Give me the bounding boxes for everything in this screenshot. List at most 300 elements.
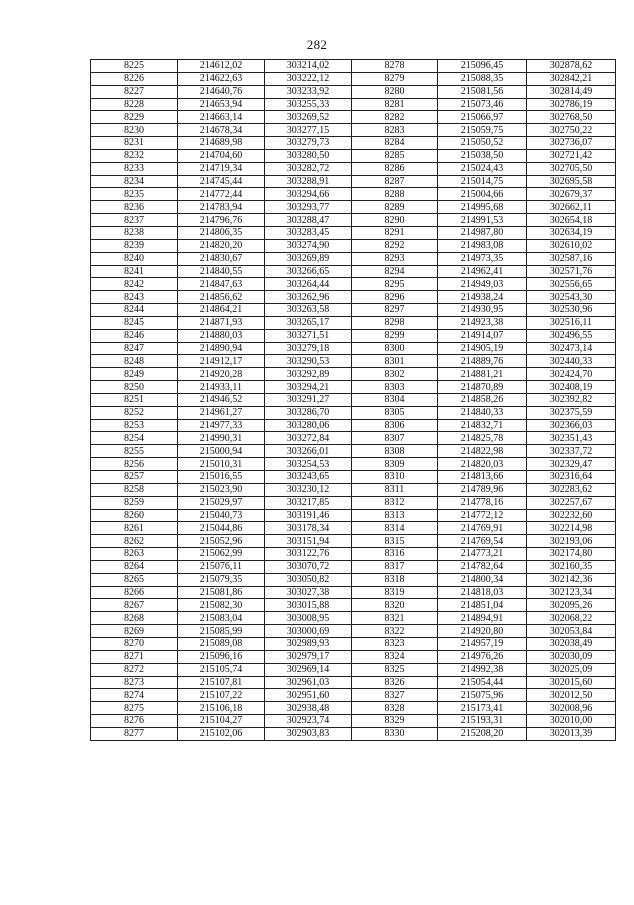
point-number-left: 8276	[91, 715, 178, 728]
x-coordinate-left: 214622,63	[178, 72, 265, 85]
point-number-left: 8237	[91, 214, 178, 227]
y-coordinate-right: 302142,36	[527, 573, 616, 586]
x-coordinate-right: 214858,26	[438, 393, 527, 406]
table-row	[91, 535, 616, 548]
point-number-right: 8318	[352, 573, 438, 586]
point-number-left: 8257	[91, 471, 178, 484]
table-row	[91, 458, 616, 471]
table-row	[91, 727, 616, 740]
y-coordinate-left: 302923,74	[265, 715, 352, 728]
point-number-left: 8249	[91, 368, 178, 381]
y-coordinate-left: 302969,14	[265, 663, 352, 676]
y-coordinate-left: 303291,27	[265, 393, 352, 406]
y-coordinate-right: 302008,96	[527, 702, 616, 715]
x-coordinate-left: 214920,28	[178, 368, 265, 381]
table-row	[91, 406, 616, 419]
point-number-right: 8283	[352, 124, 438, 137]
y-coordinate-left: 303243,65	[265, 471, 352, 484]
x-coordinate-right: 215081,56	[438, 85, 527, 98]
table-row	[91, 599, 616, 612]
y-coordinate-right: 302030,09	[527, 650, 616, 663]
point-number-left: 8246	[91, 329, 178, 342]
point-number-left: 8262	[91, 535, 178, 548]
x-coordinate-right: 214772,12	[438, 509, 527, 522]
point-number-right: 8287	[352, 175, 438, 188]
y-coordinate-left: 303290,53	[265, 355, 352, 368]
x-coordinate-right: 214825,78	[438, 432, 527, 445]
x-coordinate-right: 215208,20	[438, 727, 527, 740]
x-coordinate-left: 214890,94	[178, 342, 265, 355]
x-coordinate-right: 214930,95	[438, 304, 527, 317]
table-row	[91, 548, 616, 561]
y-coordinate-right: 302571,76	[527, 265, 616, 278]
table-row	[91, 509, 616, 522]
x-coordinate-left: 215000,94	[178, 445, 265, 458]
y-coordinate-left: 303122,76	[265, 548, 352, 561]
x-coordinate-right: 215088,35	[438, 72, 527, 85]
point-number-left: 8275	[91, 702, 178, 715]
table-row	[91, 162, 616, 175]
point-number-right: 8321	[352, 612, 438, 625]
table-row	[91, 663, 616, 676]
point-number-right: 8316	[352, 548, 438, 561]
point-number-left: 8266	[91, 586, 178, 599]
x-coordinate-right: 214976,26	[438, 650, 527, 663]
y-coordinate-right: 302768,50	[527, 111, 616, 124]
point-number-right: 8323	[352, 637, 438, 650]
table-row	[91, 278, 616, 291]
x-coordinate-right: 214920,80	[438, 625, 527, 638]
y-coordinate-right: 302750,22	[527, 124, 616, 137]
point-number-right: 8303	[352, 381, 438, 394]
y-coordinate-right: 302068,22	[527, 612, 616, 625]
x-coordinate-right: 215050,52	[438, 137, 527, 150]
point-number-left: 8271	[91, 650, 178, 663]
table-row	[91, 612, 616, 625]
y-coordinate-right: 302337,72	[527, 445, 616, 458]
point-number-left: 8261	[91, 522, 178, 535]
x-coordinate-right: 215004,66	[438, 188, 527, 201]
y-coordinate-left: 303288,91	[265, 175, 352, 188]
point-number-right: 8324	[352, 650, 438, 663]
y-coordinate-right: 302587,16	[527, 252, 616, 265]
table-row	[91, 85, 616, 98]
x-coordinate-left: 215106,18	[178, 702, 265, 715]
y-coordinate-left: 303269,89	[265, 252, 352, 265]
point-number-right: 8290	[352, 214, 438, 227]
x-coordinate-right: 214820,03	[438, 458, 527, 471]
y-coordinate-left: 303272,84	[265, 432, 352, 445]
point-number-left: 8227	[91, 85, 178, 98]
y-coordinate-left: 303293,77	[265, 201, 352, 214]
y-coordinate-right: 302705,50	[527, 162, 616, 175]
point-number-right: 8297	[352, 304, 438, 317]
y-coordinate-left: 302979,17	[265, 650, 352, 663]
y-coordinate-left: 303266,65	[265, 265, 352, 278]
x-coordinate-left: 215010,31	[178, 458, 265, 471]
point-number-right: 8320	[352, 599, 438, 612]
x-coordinate-left: 214840,55	[178, 265, 265, 278]
x-coordinate-right: 214769,91	[438, 522, 527, 535]
table-row	[91, 111, 616, 124]
x-coordinate-right: 214773,21	[438, 548, 527, 561]
x-coordinate-left: 214806,35	[178, 226, 265, 239]
point-number-left: 8274	[91, 689, 178, 702]
x-coordinate-right: 214789,96	[438, 483, 527, 496]
point-number-left: 8231	[91, 137, 178, 150]
page-number: 282	[306, 37, 328, 52]
point-number-right: 8304	[352, 393, 438, 406]
table-row	[91, 625, 616, 638]
x-coordinate-right: 214938,24	[438, 291, 527, 304]
y-coordinate-right: 302283,62	[527, 483, 616, 496]
y-coordinate-left: 303277,15	[265, 124, 352, 137]
point-number-right: 8289	[352, 201, 438, 214]
x-coordinate-right: 215059,75	[438, 124, 527, 137]
point-number-left: 8241	[91, 265, 178, 278]
point-number-left: 8251	[91, 393, 178, 406]
x-coordinate-left: 215089,08	[178, 637, 265, 650]
table-row	[91, 381, 616, 394]
table-row	[91, 252, 616, 265]
point-number-left: 8273	[91, 676, 178, 689]
table-row	[91, 445, 616, 458]
point-number-right: 8326	[352, 676, 438, 689]
point-number-left: 8268	[91, 612, 178, 625]
x-coordinate-left: 215016,55	[178, 471, 265, 484]
x-coordinate-right: 214973,35	[438, 252, 527, 265]
y-coordinate-left: 303263,58	[265, 304, 352, 317]
y-coordinate-right: 302496,55	[527, 329, 616, 342]
table-row	[91, 137, 616, 150]
point-number-right: 8280	[352, 85, 438, 98]
y-coordinate-left: 303280,06	[265, 419, 352, 432]
y-coordinate-left: 302938,48	[265, 702, 352, 715]
y-coordinate-left: 303274,90	[265, 239, 352, 252]
point-number-right: 8279	[352, 72, 438, 85]
x-coordinate-left: 214745,44	[178, 175, 265, 188]
x-coordinate-right: 214813,66	[438, 471, 527, 484]
x-coordinate-left: 215107,81	[178, 676, 265, 689]
x-coordinate-left: 214990,31	[178, 432, 265, 445]
x-coordinate-right: 214800,34	[438, 573, 527, 586]
point-number-left: 8244	[91, 304, 178, 317]
x-coordinate-left: 215105,74	[178, 663, 265, 676]
table-row	[91, 573, 616, 586]
x-coordinate-right: 215066,97	[438, 111, 527, 124]
y-coordinate-right: 302543,30	[527, 291, 616, 304]
y-coordinate-left: 303027,38	[265, 586, 352, 599]
y-coordinate-left: 303279,18	[265, 342, 352, 355]
point-number-left: 8252	[91, 406, 178, 419]
point-number-left: 8240	[91, 252, 178, 265]
table-row	[91, 560, 616, 573]
point-number-right: 8317	[352, 560, 438, 573]
point-number-right: 8328	[352, 702, 438, 715]
point-number-left: 8229	[91, 111, 178, 124]
x-coordinate-right: 214983,08	[438, 239, 527, 252]
point-number-right: 8285	[352, 149, 438, 162]
y-coordinate-left: 303233,92	[265, 85, 352, 98]
y-coordinate-right: 302654,18	[527, 214, 616, 227]
x-coordinate-left: 215052,96	[178, 535, 265, 548]
point-number-right: 8305	[352, 406, 438, 419]
x-coordinate-right: 215096,45	[438, 60, 527, 73]
table-row	[91, 650, 616, 663]
y-coordinate-left: 303288,47	[265, 214, 352, 227]
x-coordinate-left: 214719,34	[178, 162, 265, 175]
y-coordinate-right: 302010,00	[527, 715, 616, 728]
point-number-left: 8239	[91, 239, 178, 252]
table-row	[91, 689, 616, 702]
table-row	[91, 239, 616, 252]
point-number-left: 8228	[91, 98, 178, 111]
x-coordinate-right: 214995,68	[438, 201, 527, 214]
x-coordinate-right: 214957,19	[438, 637, 527, 650]
point-number-left: 8259	[91, 496, 178, 509]
x-coordinate-left: 215079,35	[178, 573, 265, 586]
x-coordinate-right: 214778,16	[438, 496, 527, 509]
table-row	[91, 201, 616, 214]
x-coordinate-right: 214822,98	[438, 445, 527, 458]
point-number-right: 8311	[352, 483, 438, 496]
x-coordinate-right: 214870,89	[438, 381, 527, 394]
x-coordinate-right: 215024,43	[438, 162, 527, 175]
y-coordinate-left: 303265,17	[265, 316, 352, 329]
y-coordinate-right: 302721,42	[527, 149, 616, 162]
y-coordinate-left: 303214,02	[265, 60, 352, 73]
y-coordinate-right: 302095,26	[527, 599, 616, 612]
x-coordinate-left: 214612,02	[178, 60, 265, 73]
x-coordinate-left: 215096,16	[178, 650, 265, 663]
y-coordinate-right: 302814,49	[527, 85, 616, 98]
y-coordinate-right: 302610,02	[527, 239, 616, 252]
point-number-left: 8242	[91, 278, 178, 291]
point-number-left: 8236	[91, 201, 178, 214]
x-coordinate-right: 215075,96	[438, 689, 527, 702]
x-coordinate-left: 215102,06	[178, 727, 265, 740]
point-number-right: 8322	[352, 625, 438, 638]
y-coordinate-left: 303286,70	[265, 406, 352, 419]
x-coordinate-left: 215081,86	[178, 586, 265, 599]
x-coordinate-right: 214818,03	[438, 586, 527, 599]
x-coordinate-left: 214689,98	[178, 137, 265, 150]
x-coordinate-right: 214840,33	[438, 406, 527, 419]
y-coordinate-left: 303294,21	[265, 381, 352, 394]
x-coordinate-right: 215014,75	[438, 175, 527, 188]
point-number-right: 8302	[352, 368, 438, 381]
x-coordinate-left: 215083,04	[178, 612, 265, 625]
x-coordinate-left: 215040,73	[178, 509, 265, 522]
table-row	[91, 496, 616, 509]
y-coordinate-left: 303282,72	[265, 162, 352, 175]
y-coordinate-right: 302015,60	[527, 676, 616, 689]
table-row	[91, 226, 616, 239]
y-coordinate-right: 302556,65	[527, 278, 616, 291]
y-coordinate-right: 302193,06	[527, 535, 616, 548]
x-coordinate-left: 214880,03	[178, 329, 265, 342]
x-coordinate-right: 214949,03	[438, 278, 527, 291]
y-coordinate-right: 302842,21	[527, 72, 616, 85]
x-coordinate-left: 214961,27	[178, 406, 265, 419]
y-coordinate-right: 302736,07	[527, 137, 616, 150]
x-coordinate-right: 214914,07	[438, 329, 527, 342]
y-coordinate-right: 302174,80	[527, 548, 616, 561]
y-coordinate-left: 303191,46	[265, 509, 352, 522]
point-number-right: 8310	[352, 471, 438, 484]
x-coordinate-right: 214889,76	[438, 355, 527, 368]
x-coordinate-right: 214782,64	[438, 560, 527, 573]
table-row	[91, 393, 616, 406]
x-coordinate-left: 215029,97	[178, 496, 265, 509]
point-number-right: 8313	[352, 509, 438, 522]
point-number-right: 8282	[352, 111, 438, 124]
table-row	[91, 214, 616, 227]
point-number-right: 8312	[352, 496, 438, 509]
x-coordinate-left: 214820,20	[178, 239, 265, 252]
point-number-left: 8234	[91, 175, 178, 188]
point-number-left: 8232	[91, 149, 178, 162]
y-coordinate-right: 302053,84	[527, 625, 616, 638]
x-coordinate-right: 215193,31	[438, 715, 527, 728]
table-row	[91, 316, 616, 329]
point-number-right: 8294	[352, 265, 438, 278]
point-number-left: 8247	[91, 342, 178, 355]
point-number-left: 8238	[91, 226, 178, 239]
x-coordinate-left: 215085,99	[178, 625, 265, 638]
point-number-left: 8245	[91, 316, 178, 329]
y-coordinate-right: 302440,33	[527, 355, 616, 368]
x-coordinate-right: 215173,41	[438, 702, 527, 715]
coordinates-table	[90, 59, 616, 741]
x-coordinate-right: 214923,38	[438, 316, 527, 329]
x-coordinate-right: 214987,80	[438, 226, 527, 239]
y-coordinate-left: 302903,83	[265, 727, 352, 740]
x-coordinate-right: 214992,38	[438, 663, 527, 676]
point-number-left: 8265	[91, 573, 178, 586]
point-number-left: 8233	[91, 162, 178, 175]
x-coordinate-left: 214912,17	[178, 355, 265, 368]
x-coordinate-left: 214678,34	[178, 124, 265, 137]
table-row	[91, 483, 616, 496]
point-number-left: 8248	[91, 355, 178, 368]
x-coordinate-left: 215062,99	[178, 548, 265, 561]
table-row	[91, 60, 616, 73]
x-coordinate-left: 214783,94	[178, 201, 265, 214]
point-number-right: 8308	[352, 445, 438, 458]
point-number-left: 8255	[91, 445, 178, 458]
x-coordinate-left: 214856,62	[178, 291, 265, 304]
point-number-right: 8300	[352, 342, 438, 355]
x-coordinate-left: 214640,76	[178, 85, 265, 98]
x-coordinate-left: 214933,11	[178, 381, 265, 394]
point-number-right: 8301	[352, 355, 438, 368]
y-coordinate-right: 302160,35	[527, 560, 616, 573]
table-row	[91, 124, 616, 137]
table-row	[91, 329, 616, 342]
y-coordinate-right: 302038,49	[527, 637, 616, 650]
point-number-right: 8319	[352, 586, 438, 599]
x-coordinate-left: 215076,11	[178, 560, 265, 573]
y-coordinate-left: 303262,96	[265, 291, 352, 304]
y-coordinate-right: 302375,59	[527, 406, 616, 419]
y-coordinate-right: 302351,43	[527, 432, 616, 445]
point-number-right: 8278	[352, 60, 438, 73]
point-number-right: 8327	[352, 689, 438, 702]
point-number-right: 8295	[352, 278, 438, 291]
x-coordinate-right: 215054,44	[438, 676, 527, 689]
table-row	[91, 291, 616, 304]
point-number-right: 8306	[352, 419, 438, 432]
point-number-left: 8264	[91, 560, 178, 573]
coordinates-table-body	[91, 60, 616, 741]
point-number-left: 8226	[91, 72, 178, 85]
x-coordinate-right: 214905,19	[438, 342, 527, 355]
point-number-right: 8288	[352, 188, 438, 201]
x-coordinate-right: 214851,04	[438, 599, 527, 612]
x-coordinate-left: 214871,93	[178, 316, 265, 329]
y-coordinate-right: 302786,19	[527, 98, 616, 111]
y-coordinate-right: 302232,60	[527, 509, 616, 522]
y-coordinate-left: 303254,53	[265, 458, 352, 471]
point-number-right: 8293	[352, 252, 438, 265]
y-coordinate-right: 302012,50	[527, 689, 616, 702]
y-coordinate-left: 303283,45	[265, 226, 352, 239]
point-number-left: 8269	[91, 625, 178, 638]
point-number-right: 8307	[352, 432, 438, 445]
table-row	[91, 715, 616, 728]
table-row	[91, 471, 616, 484]
y-coordinate-right: 302316,64	[527, 471, 616, 484]
point-number-right: 8315	[352, 535, 438, 548]
x-coordinate-left: 214772,44	[178, 188, 265, 201]
y-coordinate-right: 302695,58	[527, 175, 616, 188]
point-number-left: 8270	[91, 637, 178, 650]
point-number-right: 8325	[352, 663, 438, 676]
x-coordinate-left: 215044,86	[178, 522, 265, 535]
point-number-left: 8267	[91, 599, 178, 612]
x-coordinate-left: 215082,30	[178, 599, 265, 612]
y-coordinate-left: 303294,66	[265, 188, 352, 201]
y-coordinate-left: 303279,73	[265, 137, 352, 150]
y-coordinate-right: 302025,09	[527, 663, 616, 676]
y-coordinate-left: 303264,44	[265, 278, 352, 291]
point-number-left: 8230	[91, 124, 178, 137]
y-coordinate-right: 302878,62	[527, 60, 616, 73]
point-number-right: 8329	[352, 715, 438, 728]
point-number-left: 8256	[91, 458, 178, 471]
y-coordinate-left: 303292,89	[265, 368, 352, 381]
y-coordinate-right: 302366,03	[527, 419, 616, 432]
y-coordinate-right: 302530,96	[527, 304, 616, 317]
x-coordinate-left: 214830,67	[178, 252, 265, 265]
y-coordinate-right: 302013,39	[527, 727, 616, 740]
table-row	[91, 419, 616, 432]
point-number-right: 8284	[352, 137, 438, 150]
y-coordinate-right: 302214,98	[527, 522, 616, 535]
y-coordinate-right: 302662,11	[527, 201, 616, 214]
y-coordinate-left: 303070,72	[265, 560, 352, 573]
x-coordinate-right: 215073,46	[438, 98, 527, 111]
point-number-right: 8281	[352, 98, 438, 111]
table-row	[91, 265, 616, 278]
table-row	[91, 149, 616, 162]
point-number-left: 8250	[91, 381, 178, 394]
y-coordinate-left: 303008,95	[265, 612, 352, 625]
y-coordinate-left: 303050,82	[265, 573, 352, 586]
point-number-right: 8292	[352, 239, 438, 252]
x-coordinate-right: 214991,53	[438, 214, 527, 227]
